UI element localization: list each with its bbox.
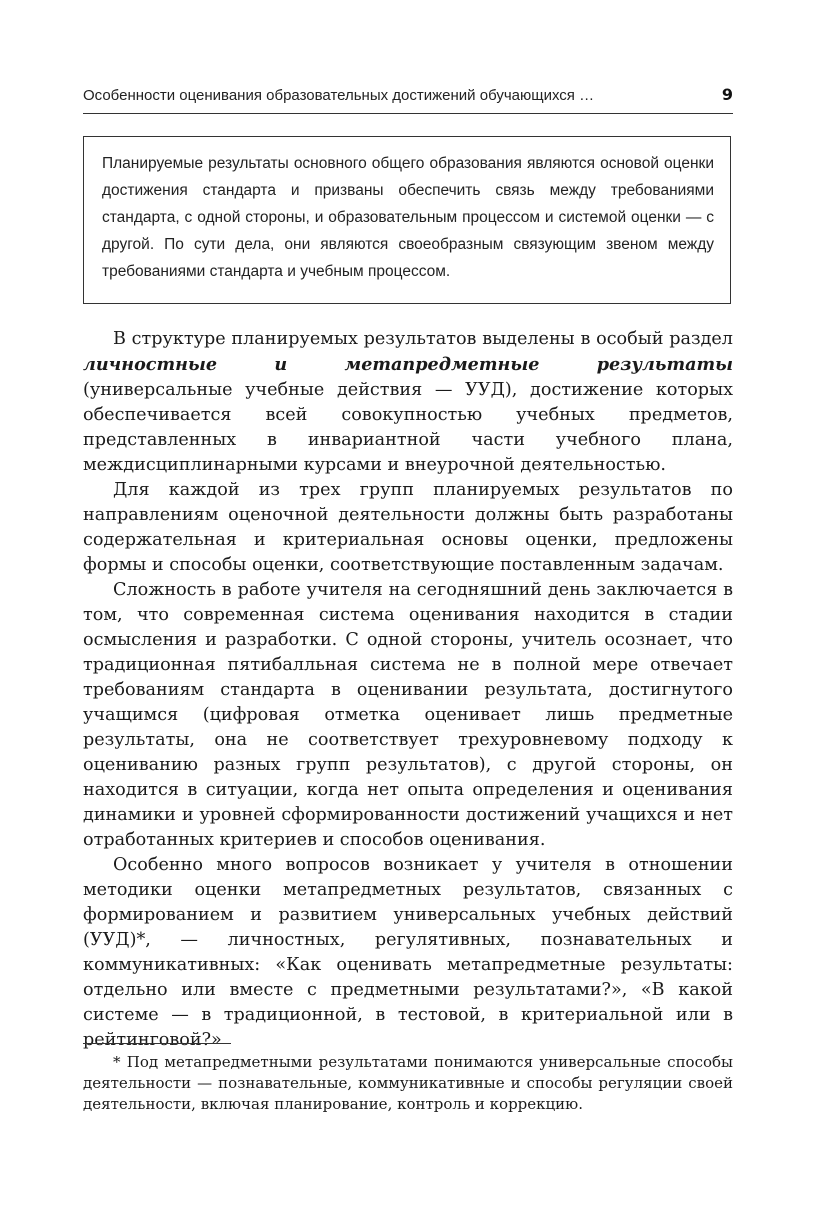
- paragraph-4: Особенно много вопросов возникает у учителя в отношении методики оценки метапредметных результатов, связанных с формированием и развитием универсальных учебных действий (УУД)*, — личностных, регулятивных, познавательных и коммуникативных: «Как оценивать метапредметные результаты: отдельно или вместе с предметными результатами?», «В какой системе — в традиционной, в тестовой, в критериальной или в рейтинговой?»: [83, 855, 733, 1050]
- emphasis-term: личностные и метапредметные результаты: [83, 354, 733, 375]
- footnote-divider: [83, 1043, 231, 1044]
- running-header: [83, 86, 733, 108]
- paragraph-1: [83, 327, 733, 478]
- callout-text: Планируемые результаты основного общего образования являются основой оценки достижения стандарта и призваны обеспечить связь между требованиями стандарта, с одной стороны, и образовательным процессом и системой оценки — с другой. По сути дела, они являются своеобразным связующим звеном между требованиями стандарта и учебным процессом.: [102, 155, 714, 280]
- main-text: [83, 327, 733, 1053]
- paragraph-1-lead: В структуре планируемых результатов выделены в особый раздел: [113, 329, 733, 349]
- paragraph-1-rest: (универсальные учебные действия — УУД), достижение которых обеспечивается всей совокупностью учебных предметов, представленных в инвариантной части учебного плана, междисциплинарными курсами и внеурочной деятельностью.: [83, 380, 733, 475]
- footnote-text: * Под метапредметными результатами понимаются универсальные способы деятельности — познавательные, коммуникативные и способы регуляции своей деятельности, включая планирование, контроль и коррекцию.: [83, 1053, 733, 1113]
- footnote: [83, 1052, 733, 1115]
- page-number: 9: [721, 85, 733, 104]
- header-divider: [83, 113, 733, 114]
- paragraph-3: Сложность в работе учителя на сегодняшний день заключается в том, что современная система оценивания находится в стадии осмысления и разработки. С одной стороны, учитель осознает, что традиционная пятибалльная система не в полной мере отвечает требованиям стандарта в оценивании результата, достигнутого учащимся (цифровая отметка оценивает лишь предметные результаты, она не соответствует трехуровневому подходу к оцениванию разных групп результатов), с другой стороны, он находится в ситуации, когда нет опыта определения и оценивания динамики и уровней сформированности достижений учащихся и нет отработанных критериев и способов оценивания.: [83, 580, 733, 850]
- callout-box: [83, 136, 731, 304]
- running-header-title: Особенности оценивания образовательных достижений обучающихся …: [83, 87, 595, 104]
- paragraph-2: Для каждой из трех групп планируемых результатов по направлениям оценочной деятельности должны быть разработаны содержательная и критериальная основы оценки, предложены формы и способы оценки, соответствующие поставленным задачам.: [83, 480, 733, 575]
